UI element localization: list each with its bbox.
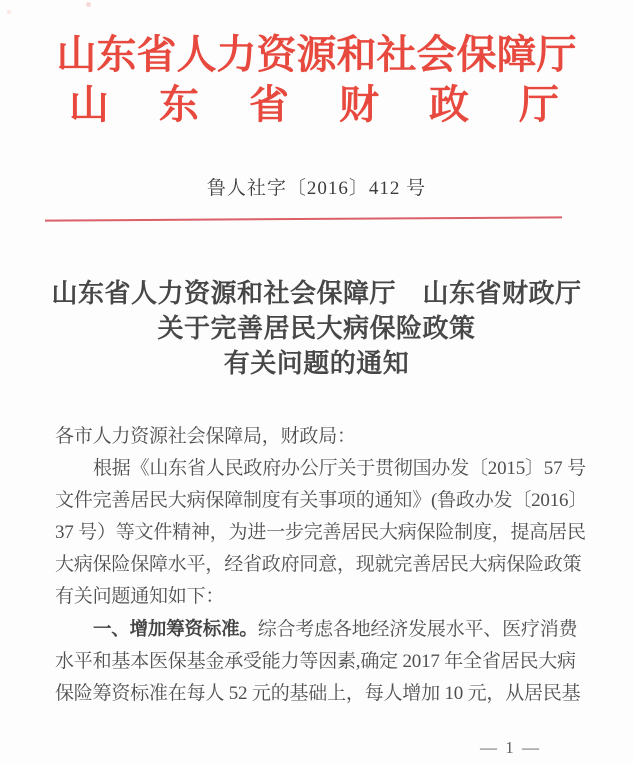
issuer-name-line2: 山 东 省 财 政 厅 [69, 82, 564, 127]
document-title [0, 276, 633, 381]
page-number: — 1 — [480, 738, 541, 757]
body-line: 保险筹资标准在每人 52 元的基础上，每人增加 10 元，从居民基 [55, 683, 581, 704]
body-line: 水平和基本医保基金承受能力等因素,确定 2017 年全省居民大病 [55, 651, 576, 672]
body-line: 根据《山东省人民政府办公厅关于贯彻国办发〔2015〕57 号 [93, 458, 586, 479]
scan-artifact-dot [7, 10, 11, 14]
letterhead [0, 0, 633, 130]
body-line: 大病保险保障水平，经省政府同意，现就完善居民大病保险政策 [55, 554, 582, 575]
body-line: 文件完善居民大病保障制度有关事项的通知》(鲁政办发〔2016〕 [55, 490, 588, 511]
issuer-name-line1: 山东省人力资源和社会保障厅 [56, 32, 577, 77]
document-title-line1: 山东省人力资源和社会保障厅 山东省财政厅 [51, 279, 582, 308]
document-title-line2: 关于完善居民大病保险政策 [157, 314, 476, 343]
section-heading-bold: 一、增加筹资标准。 [93, 618, 258, 639]
body-line: 37 号）等文件精神，为进一步完善居民大病保险制度，提高居民 [55, 522, 586, 543]
red-divider-rule [45, 216, 562, 221]
body-line-text: 综合考虑各地经济发展水平、医疗消费 [257, 619, 578, 640]
document-title-line3: 有关问题的通知 [223, 349, 410, 378]
body-line-salutation: 各市人力资源社会保障局，财政局： [55, 426, 356, 447]
document-number: 鲁人社字〔2016〕412 号 [206, 178, 427, 199]
body-line [55, 613, 583, 646]
document-body [55, 421, 588, 710]
scan-artifact-dot [86, 2, 91, 7]
body-line: 有关问题通知如下： [55, 586, 225, 607]
